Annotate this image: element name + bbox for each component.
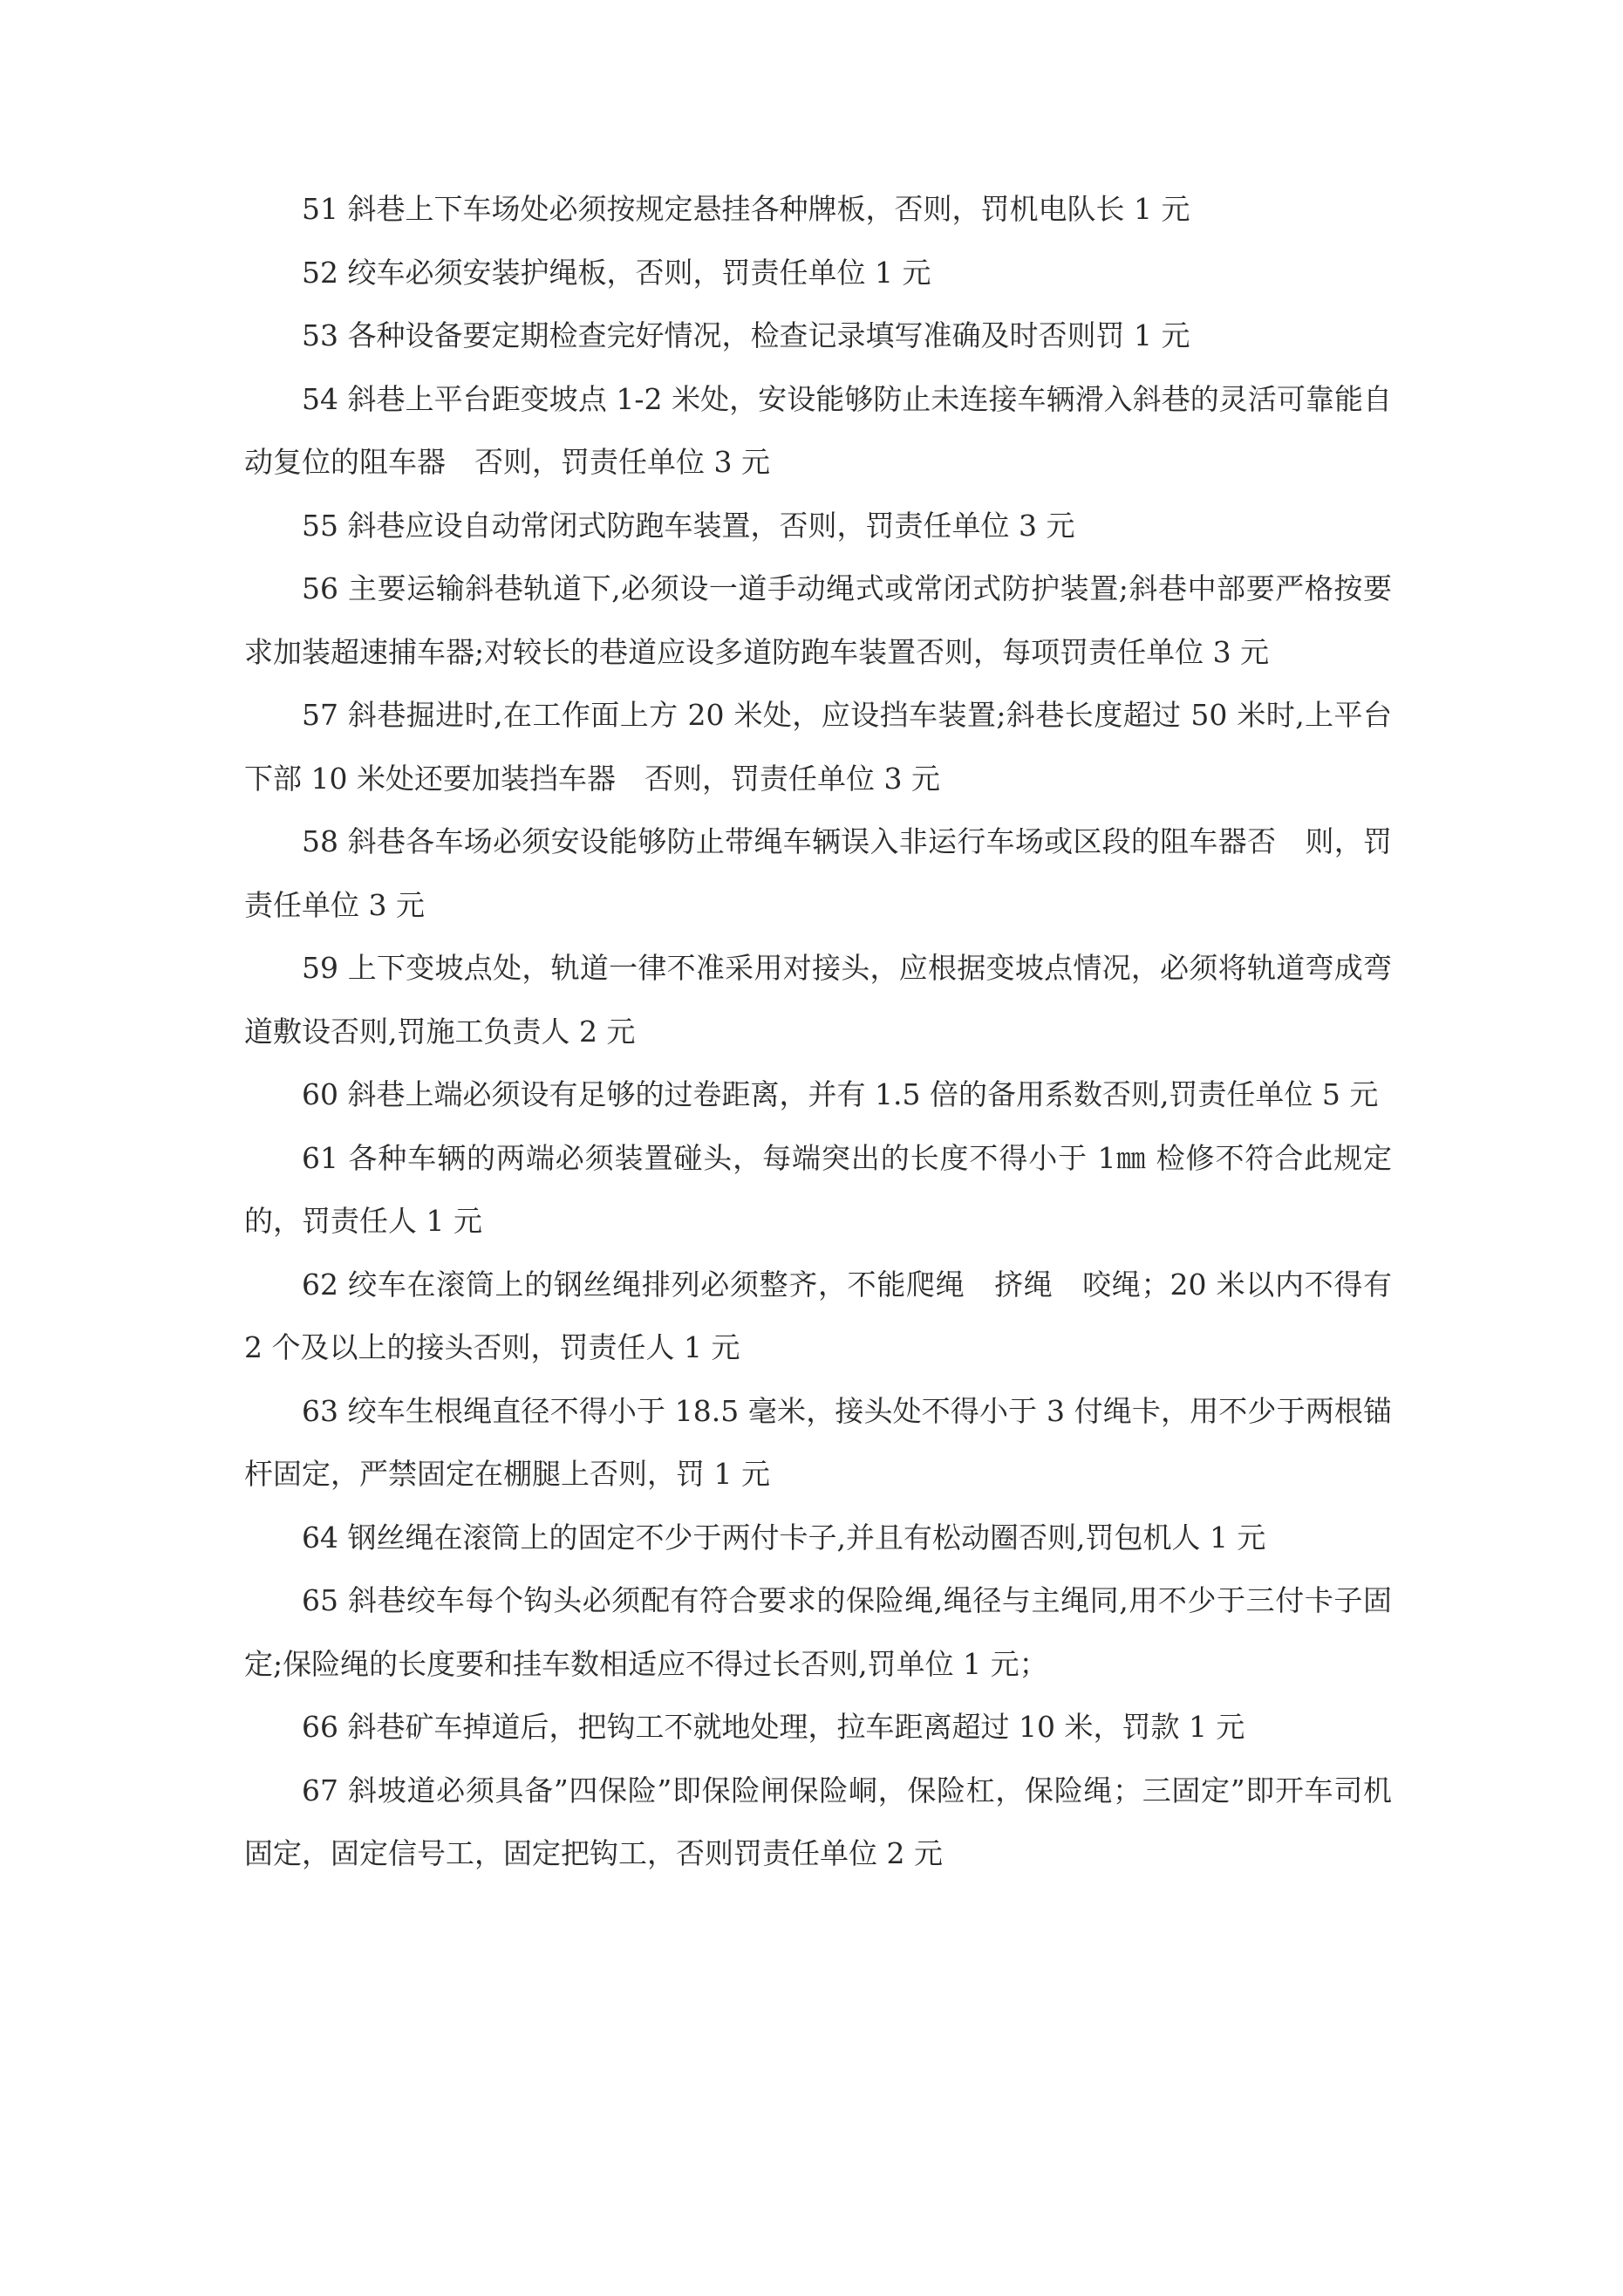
paragraph-67: 67 斜坡道必须具备”四保险”即保险闸保险峒，保险杠，保险绳；三固定”即开车司机固定，固定信号工，固定把钩工，否则罚责任单位 2 元 bbox=[244, 1773, 1392, 1870]
paragraph-55: 55 斜巷应设自动常闭式防跑车装置，否则，罚责任单位 3 元 bbox=[302, 508, 1075, 543]
paragraph-52: 52 绞车必须安装护绳板，否则，罚责任单位 1 元 bbox=[302, 255, 931, 290]
document-body bbox=[244, 178, 1392, 1886]
paragraph-65: 65 斜巷绞车每个钩头必须配有符合要求的保险绳,绳径与主绳同,用不少于三付卡子固定;保险绳的长度要和挂车数相适应不得过长否则,罚单位 1 元； bbox=[244, 1583, 1392, 1681]
paragraph-54: 54 斜巷上平台距变坡点 1-2 米处，安设能够防止未连接车辆滑入斜巷的灵活可靠能自动复位的阻车器 否则，罚责任单位 3 元 bbox=[244, 381, 1392, 479]
paragraph-53: 53 各种设备要定期检查完好情况，检查记录填写准确及时否则罚 1 元 bbox=[302, 318, 1190, 352]
paragraph-62: 62 绞车在滚筒上的钢丝绳排列必须整齐，不能爬绳 挤绳 咬绳；20 米以内不得有 2 个及以上的接头否则，罚责任人 1 元 bbox=[244, 1267, 1392, 1364]
paragraph-56: 56 主要运输斜巷轨道下,必须设一道手动绳式或常闭式防护装置;斜巷中部要严格按要求加装超速捕车器;对较长的巷道应设多道防跑车装置否则，每项罚责任单位 3 元 bbox=[244, 571, 1392, 669]
paragraph-57: 57 斜巷掘进时,在工作面上方 20 米处，应设挡车装置;斜巷长度超过 50 米时,上平台下部 10 米处还要加装挡车器 否则，罚责任单位 3 元 bbox=[244, 698, 1392, 796]
paragraph-61: 61 各种车辆的两端必须装置碰头，每端突出的长度不得小于 1㎜ 检修不符合此规定的，罚责任人 1 元 bbox=[244, 1140, 1392, 1238]
paragraph-59: 59 上下变坡点处，轨道一律不准采用对接头，应根据变坡点情况，必须将轨道弯成弯道敷设否则,罚施工负责人 2 元 bbox=[244, 951, 1392, 1049]
paragraph-64: 64 钢丝绳在滚筒上的固定不少于两付卡子,并且有松动圈否则,罚包机人 1 元 bbox=[302, 1520, 1266, 1555]
paragraph-63: 63 绞车生根绳直径不得小于 18.5 毫米，接头处不得小于 3 付绳卡，用不少于两根锚杆固定，严禁固定在棚腿上否则，罚 1 元 bbox=[244, 1393, 1392, 1491]
paragraph-60: 60 斜巷上端必须设有足够的过卷距离，并有 1.5 倍的备用系数否则,罚责任单位 5 元 bbox=[302, 1077, 1379, 1111]
paragraph-66: 66 斜巷矿车掉道后，把钩工不就地处理，拉车距离超过 10 米，罚款 1 元 bbox=[302, 1710, 1245, 1744]
paragraph-58: 58 斜巷各车场必须安设能够防止带绳车辆误入非运行车场或区段的阻车器否 则，罚责任单位 3 元 bbox=[244, 824, 1392, 922]
paragraph-51: 51 斜巷上下车场处必须按规定悬挂各种牌板，否则，罚机电队长 1 元 bbox=[302, 192, 1190, 226]
